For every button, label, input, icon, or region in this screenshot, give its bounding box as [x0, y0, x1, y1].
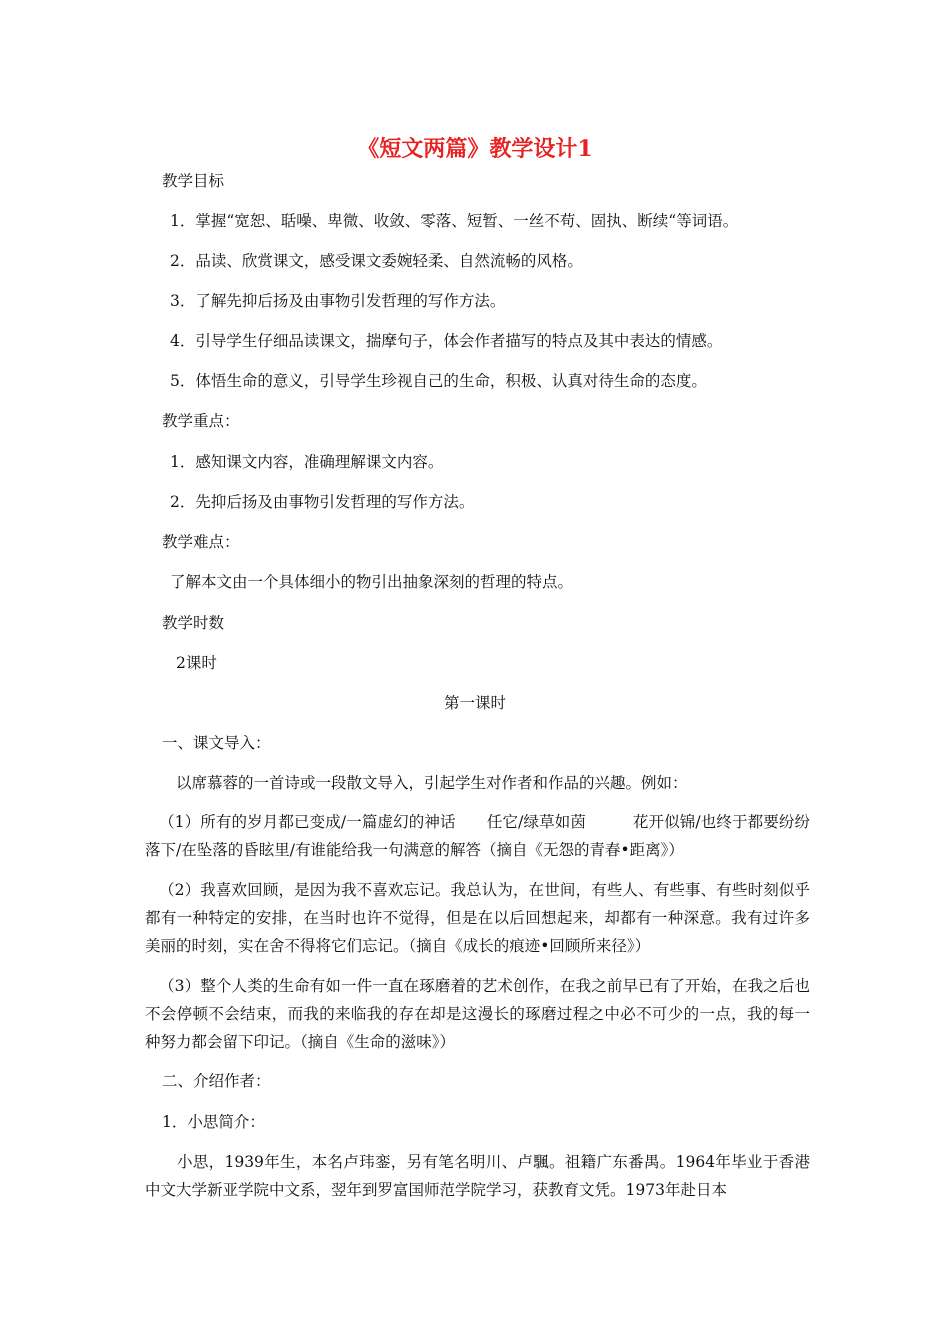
quote-paragraph: （2）我喜欢回顾，是因为我不喜欢忘记。我总认为，在世间，有些人、有些事、有些时刻似乎都有一种特定的安排，在当时也许不觉得，但是在以后回想起来，却都有一种深意。我有过许多美丽的时刻，实在舍不得将它们忘记。（摘自《成长的痕迹•回顾所来径》）	[145, 881, 810, 955]
intro-text: 以席慕蓉的一首诗或一段散文导入，引起学生对作者和作品的兴趣。例如：	[176, 774, 688, 792]
hours-text: 2课时	[176, 654, 217, 672]
lesson-heading: 第一课时	[443, 694, 506, 712]
objective-item: 3．了解先抑后扬及由事物引发哲理的写作方法。	[170, 292, 506, 310]
objective-item: 4．引导学生仔细品读课文，揣摩句子，体会作者描写的特点及其中表达的情感。	[170, 332, 723, 350]
objective-item: 5．体悟生命的意义，引导学生珍视自己的生命，积极、认真对待生命的态度。	[170, 372, 707, 390]
key-point-item: 2．先抑后扬及由事物引发哲理的写作方法。	[170, 493, 475, 511]
objectives-heading: 教学目标	[162, 172, 225, 190]
author-bio: 小思，1939年生，本名卢玮銮，另有笔名明川、卢颿。祖籍广东番禺。1964年毕业于香港中文大学新亚学院中文系，翌年到罗富国师范学院学习，获教育文凭。1973年赴日本	[145, 1153, 810, 1199]
objective-item: 1．掌握“宽恕、聒噪、卑微、收敛、零落、短暂、一丝不苟、固执、断续“等词语。	[170, 212, 739, 230]
quote-paragraph: （3）整个人类的生命有如一件一直在琢磨着的艺术创作，在我之前早已有了开始，在我之后也不会停顿不会结束，而我的来临我的存在却是这漫长的琢磨过程之中必不可少的一点，我的每一种努力都会留下印记。（摘自《生命的滋味》）	[145, 977, 810, 1051]
intro-heading: 一、课文导入：	[162, 734, 271, 752]
difficulties-text: 了解本文由一个具体细小的物引出抽象深刻的哲理的特点。	[170, 573, 574, 591]
author-subheading: 1．小思简介：	[162, 1113, 265, 1131]
key-point-item: 1．感知课文内容，准确理解课文内容。	[170, 453, 444, 471]
hours-heading: 教学时数	[162, 614, 225, 632]
key-points-heading: 教学重点：	[162, 412, 240, 430]
document-title: 《短文两篇》教学设计1	[357, 136, 593, 162]
objective-item: 2．品读、欣赏课文，感受课文委婉轻柔、自然流畅的风格。	[170, 252, 583, 270]
difficulties-heading: 教学难点：	[162, 533, 240, 551]
author-heading: 二、介绍作者：	[162, 1072, 271, 1090]
quote-paragraph: （1）所有的岁月都已变成/一篇虚幻的神话 任它/绿草如茵 花开似锦/也终于都要纷纷落下/在坠落的昏眩里/有谁能给我一句满意的解答（摘自《无怨的青春•距离》）	[145, 813, 810, 859]
